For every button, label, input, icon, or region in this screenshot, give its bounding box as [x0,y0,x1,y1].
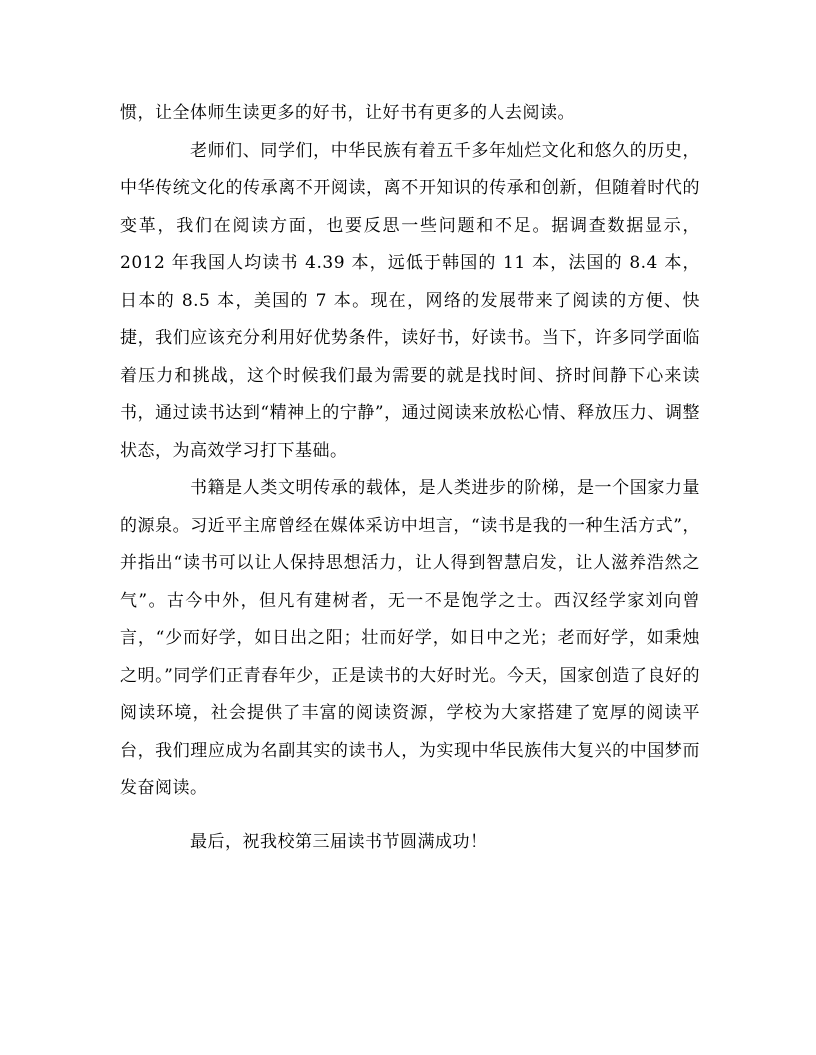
paragraph-books-value: 书籍是人类文明传承的载体，是人类进步的阶梯，是一个国家力量的源泉。习近平主席曾经在媒体采访中坦言，“读书是我的一种生活方式”，并指出“读书可以让人保持思想活力，让人得到智慧启发，让人滋养浩然之气”。古今中外，但凡有建树者，无一不是饱学之士。西汉经学家刘向曾言，“少而好学，如日出之阳；壮而好学，如日中之光；老而好学，如秉烛之明。”同学们正青春年少，正是读书的大好时光。今天，国家创造了良好的阅读环境，社会提供了丰富的阅读资源，学校为大家搭建了宽厚的阅读平台，我们理应成为名副其实的读书人，为实现中华民族伟大复兴的中国梦而发奋阅读。 [120,478,700,798]
paragraph-reading-reflection: 老师们、同学们，中华民族有着五千多年灿烂文化和悠久的历史，中华传统文化的传承离不开阅读，离不开知识的传承和创新，但随着时代的变革，我们在阅读方面，也要反思一些问题和不足。据调查数据显示，2012 年我国人均读书 4.39 本，远低于韩国的 11 本，法国的 8.4 本，日本的 8.5 本，美国的 7 本。现在，网络的发展带来了阅读的方便、快捷，我们应该充分利用好优势条件，读好书，好读书。当下，许多同学面临着压力和挑战，这个时候我们最为需要的就是找时间、挤时间静下心来读书，通过读书达到“精神上的宁静”，通过阅读来放松心情、释放压力、调整状态，为高效学习打下基础。 [120,140,700,461]
paragraph-continuation: 惯，让全体师生读更多的好书，让好书有更多的人去阅读。 [120,103,575,123]
paragraph-closing-wish: 最后，祝我校第三届读书节圆满成功！ [190,831,488,852]
document-body [120,95,700,861]
